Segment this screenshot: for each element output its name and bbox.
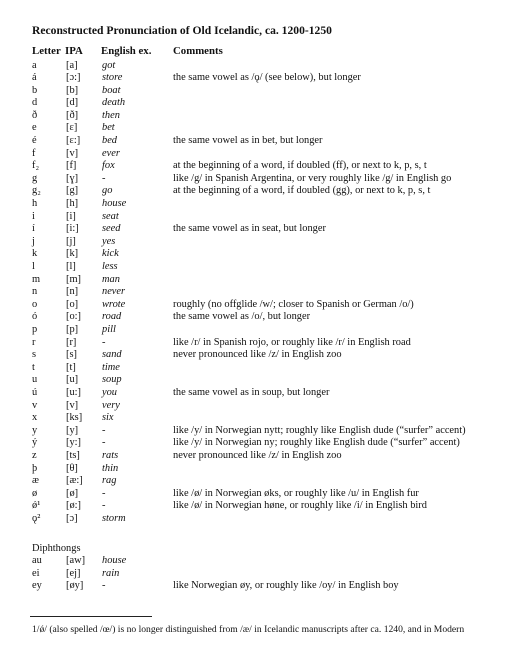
table-row bbox=[30, 374, 500, 387]
ipa-cell: [u] bbox=[66, 374, 79, 386]
letter-cell: g bbox=[32, 172, 38, 184]
english-example-cell: - bbox=[102, 424, 106, 436]
english-example-cell: road bbox=[102, 311, 122, 323]
comment-cell: at the beginning of a word, if doubled (ff), or next to k, p, s, t bbox=[173, 160, 427, 172]
english-example-cell: less bbox=[102, 261, 118, 272]
ipa-cell: [ej] bbox=[66, 567, 81, 579]
table-row bbox=[30, 274, 500, 287]
letter-cell: f₂ bbox=[32, 160, 40, 172]
letter-cell: í bbox=[32, 223, 35, 235]
letter-cell: o bbox=[32, 298, 38, 310]
english-example-cell: rain bbox=[102, 567, 120, 579]
comment-cell: the same vowel as /ǫ/ (see below), but longer bbox=[173, 72, 361, 84]
letter-cell: ø bbox=[32, 487, 38, 499]
letter-cell: á bbox=[32, 72, 37, 84]
letter-cell: ǫ² bbox=[32, 512, 41, 524]
english-example-cell: - bbox=[102, 500, 106, 512]
table-row bbox=[30, 60, 500, 73]
comment-cell: like Norwegian øy, or roughly like /oy/ in English boy bbox=[173, 580, 399, 592]
comment-cell: never pronounced like /z/ in English zoo bbox=[173, 449, 342, 461]
table-row bbox=[30, 223, 500, 236]
english-example-cell: sand bbox=[102, 349, 122, 361]
english-example-cell: rag bbox=[102, 475, 117, 487]
ipa-cell: [æ:] bbox=[66, 475, 83, 487]
english-example-cell: time bbox=[102, 361, 120, 373]
ipa-cell: [g] bbox=[66, 185, 79, 197]
letter-cell: z bbox=[32, 449, 37, 461]
english-example-cell: six bbox=[102, 412, 114, 424]
table-row bbox=[30, 198, 500, 211]
ipa-cell: [i:] bbox=[66, 223, 79, 235]
footnote: 1/ǿ/ (also spelled /œ/) is no longer distinguished from /æ/ in Icelandic manuscripts after ca. 1240, and in Modern bbox=[32, 624, 465, 635]
letter-cell: g₂ bbox=[32, 185, 41, 197]
ipa-cell: [n] bbox=[66, 286, 79, 298]
table-row bbox=[30, 513, 500, 526]
english-example-cell: - bbox=[102, 336, 106, 348]
letter-cell: h bbox=[32, 198, 38, 210]
letter-cell: ú bbox=[32, 386, 38, 398]
comment-cell: the same vowel as in bet, but longer bbox=[173, 135, 323, 147]
ipa-cell: [ɛ] bbox=[66, 122, 78, 134]
ipa-cell: [h] bbox=[66, 198, 79, 210]
letter-cell: e bbox=[32, 122, 37, 134]
table-row bbox=[30, 349, 500, 362]
letter-cell: p bbox=[32, 323, 38, 335]
letter-cell: b bbox=[32, 84, 38, 96]
letter-cell: a bbox=[32, 59, 37, 71]
letter-cell: d bbox=[32, 97, 38, 109]
letter-cell: æ bbox=[32, 475, 39, 487]
english-example-cell: death bbox=[102, 97, 126, 109]
ipa-cell: [m] bbox=[66, 273, 82, 285]
table-row bbox=[30, 148, 500, 161]
letter-cell: ó bbox=[32, 311, 38, 323]
ipa-cell: [f] bbox=[66, 160, 77, 172]
comment-cell: like /ø/ in Norwegian øks, or roughly like /u/ in English fur bbox=[173, 487, 419, 499]
ipa-cell: [ɣ] bbox=[66, 172, 79, 184]
letter-cell: n bbox=[32, 286, 38, 298]
table-row bbox=[30, 97, 500, 110]
ipa-cell: [v] bbox=[66, 399, 79, 411]
ipa-cell: [s] bbox=[66, 349, 77, 361]
table-row bbox=[30, 437, 500, 450]
english-example-cell: wrote bbox=[102, 298, 126, 310]
table-row bbox=[30, 500, 500, 513]
ipa-cell: [j] bbox=[66, 235, 76, 247]
letter-cell: r bbox=[32, 336, 36, 348]
english-example-cell: thin bbox=[102, 462, 119, 474]
table-row bbox=[30, 324, 500, 337]
header-english: English ex. bbox=[101, 45, 152, 57]
ipa-cell: [ø:] bbox=[66, 500, 82, 512]
footnote-rule bbox=[30, 616, 152, 617]
english-example-cell: pill bbox=[102, 323, 116, 335]
letter-cell: m bbox=[32, 273, 41, 285]
ipa-cell: [p] bbox=[66, 323, 79, 335]
letter-cell: s bbox=[32, 349, 37, 361]
comment-cell: like /y/ in Norwegian nytt; roughly like English dude (“surfer” accent) bbox=[173, 424, 466, 436]
table-row bbox=[30, 236, 500, 249]
comment-cell: the same vowel as /o/, but longer bbox=[173, 311, 311, 323]
ipa-cell: [i] bbox=[66, 210, 76, 222]
ipa-cell: [ɔ:] bbox=[66, 72, 81, 84]
diphthongs-heading: Diphthongs bbox=[32, 543, 81, 554]
english-example-cell: you bbox=[102, 386, 118, 398]
ipa-cell: [o:] bbox=[66, 311, 82, 323]
header-ipa: IPA bbox=[65, 45, 83, 57]
comment-cell: like /g/ in Spanish Argentina, or very roughly like /g/ in English go bbox=[173, 172, 452, 184]
ipa-cell: [u:] bbox=[66, 386, 82, 398]
comment-cell: the same vowel as in seat, but longer bbox=[173, 223, 326, 235]
table-row bbox=[30, 135, 500, 148]
header-comments: Comments bbox=[173, 45, 223, 57]
letter-cell: ý bbox=[32, 437, 38, 449]
ipa-cell: [l] bbox=[66, 261, 76, 272]
english-example-cell: bet bbox=[102, 122, 115, 134]
table-header bbox=[30, 45, 500, 59]
comment-cell: at the beginning of a word, if doubled (gg), or next to k, p, s, t bbox=[173, 185, 431, 197]
comment-cell: like /r/ in Spanish rojo, or roughly like /r/ in English road bbox=[173, 336, 411, 348]
document-title: Reconstructed Pronunciation of Old Icelandic, ca. 1200-1250 bbox=[32, 24, 332, 37]
table-row bbox=[30, 311, 500, 324]
ipa-cell: [d] bbox=[66, 97, 79, 109]
ipa-cell: [a] bbox=[66, 59, 78, 71]
english-example-cell: storm bbox=[102, 512, 126, 524]
letter-cell: v bbox=[32, 399, 38, 411]
ipa-cell: [ø] bbox=[66, 487, 79, 499]
table-row bbox=[30, 122, 500, 135]
table-row bbox=[30, 568, 500, 581]
letter-cell: é bbox=[32, 135, 37, 147]
table-row bbox=[30, 488, 500, 501]
english-example-cell: boat bbox=[102, 84, 121, 96]
english-example-cell: house bbox=[102, 198, 127, 210]
ipa-cell: [o] bbox=[66, 298, 79, 310]
english-example-cell: bed bbox=[102, 135, 118, 147]
english-example-cell: - bbox=[102, 580, 106, 592]
table-row bbox=[30, 261, 500, 274]
table-row bbox=[30, 299, 500, 312]
english-example-cell: then bbox=[102, 109, 120, 121]
pronunciation-table bbox=[30, 60, 500, 526]
ipa-cell: [øy] bbox=[66, 580, 84, 592]
comment-cell: the same vowel as in soup, but longer bbox=[173, 386, 330, 398]
letter-cell: y bbox=[32, 424, 38, 436]
table-row bbox=[30, 387, 500, 400]
table-row bbox=[30, 337, 500, 350]
letter-cell: au bbox=[32, 555, 42, 566]
ipa-cell: [θ] bbox=[66, 462, 78, 474]
table-row bbox=[30, 85, 500, 98]
table-row bbox=[30, 173, 500, 186]
letter-cell: u bbox=[32, 374, 38, 386]
ipa-cell: [r] bbox=[66, 336, 77, 348]
english-example-cell: rats bbox=[102, 449, 119, 461]
english-example-cell: ever bbox=[102, 147, 120, 159]
letter-cell: f bbox=[32, 147, 36, 159]
letter-cell: k bbox=[32, 248, 38, 260]
comment-cell: roughly (no offglide /w/; closer to Spanish or German /o/) bbox=[173, 298, 414, 310]
english-example-cell: got bbox=[102, 59, 116, 71]
ipa-cell: [y:] bbox=[66, 437, 82, 449]
ipa-cell: [b] bbox=[66, 84, 79, 96]
table-row bbox=[30, 110, 500, 123]
english-example-cell: fox bbox=[102, 160, 115, 172]
table-row bbox=[30, 72, 500, 85]
english-example-cell: man bbox=[102, 273, 120, 285]
ipa-cell: [ɔ] bbox=[66, 512, 78, 524]
diphthongs-table bbox=[30, 555, 500, 593]
letter-cell: ǿ¹ bbox=[32, 500, 41, 512]
comment-cell: like /ø/ in Norwegian høne, or roughly like /i/ in English bird bbox=[173, 500, 427, 512]
letter-cell: ey bbox=[32, 580, 42, 592]
letter-cell: x bbox=[32, 412, 38, 424]
letter-cell: l bbox=[32, 261, 35, 272]
ipa-cell: [aw] bbox=[66, 555, 86, 566]
ipa-cell: [v] bbox=[66, 147, 79, 159]
ipa-cell: [ts] bbox=[66, 449, 80, 461]
english-example-cell: yes bbox=[102, 235, 116, 247]
ipa-cell: [ks] bbox=[66, 412, 83, 424]
english-example-cell: house bbox=[102, 555, 127, 566]
english-example-cell: - bbox=[102, 437, 106, 449]
table-row bbox=[30, 211, 500, 224]
english-example-cell: go bbox=[102, 185, 113, 197]
letter-cell: þ bbox=[32, 462, 38, 474]
table-row bbox=[30, 400, 500, 413]
letter-cell: ð bbox=[32, 109, 38, 121]
english-example-cell: - bbox=[102, 487, 106, 499]
ipa-cell: [ɛ:] bbox=[66, 135, 81, 147]
table-row bbox=[30, 286, 500, 299]
english-example-cell: store bbox=[102, 72, 123, 84]
table-row bbox=[30, 463, 500, 476]
header-letter: Letter bbox=[32, 45, 61, 57]
ipa-cell: [y] bbox=[66, 424, 79, 436]
english-example-cell: kick bbox=[102, 248, 119, 260]
english-example-cell: seed bbox=[102, 223, 121, 235]
letter-cell: j bbox=[32, 235, 35, 247]
ipa-cell: [k] bbox=[66, 248, 79, 260]
comment-cell: never pronounced like /z/ in English zoo bbox=[173, 349, 342, 361]
table-row bbox=[30, 475, 500, 488]
table-row bbox=[30, 580, 500, 593]
english-example-cell: never bbox=[102, 286, 126, 298]
table-row bbox=[30, 160, 500, 173]
english-example-cell: seat bbox=[102, 210, 119, 222]
table-row bbox=[30, 425, 500, 438]
table-row bbox=[30, 555, 500, 568]
english-example-cell: very bbox=[102, 399, 120, 411]
english-example-cell: soup bbox=[102, 374, 122, 386]
ipa-cell: [ð] bbox=[66, 109, 79, 121]
table-row bbox=[30, 185, 500, 198]
table-row bbox=[30, 248, 500, 261]
table-row bbox=[30, 362, 500, 375]
letter-cell: i bbox=[32, 210, 35, 222]
comment-cell: like /y/ in Norwegian ny; roughly like English dude (“surfer” accent) bbox=[173, 437, 460, 449]
english-example-cell: - bbox=[102, 172, 106, 184]
letter-cell: t bbox=[32, 361, 35, 373]
letter-cell: ei bbox=[32, 567, 40, 579]
table-row bbox=[30, 450, 500, 463]
ipa-cell: [t] bbox=[66, 361, 76, 373]
table-row bbox=[30, 412, 500, 425]
